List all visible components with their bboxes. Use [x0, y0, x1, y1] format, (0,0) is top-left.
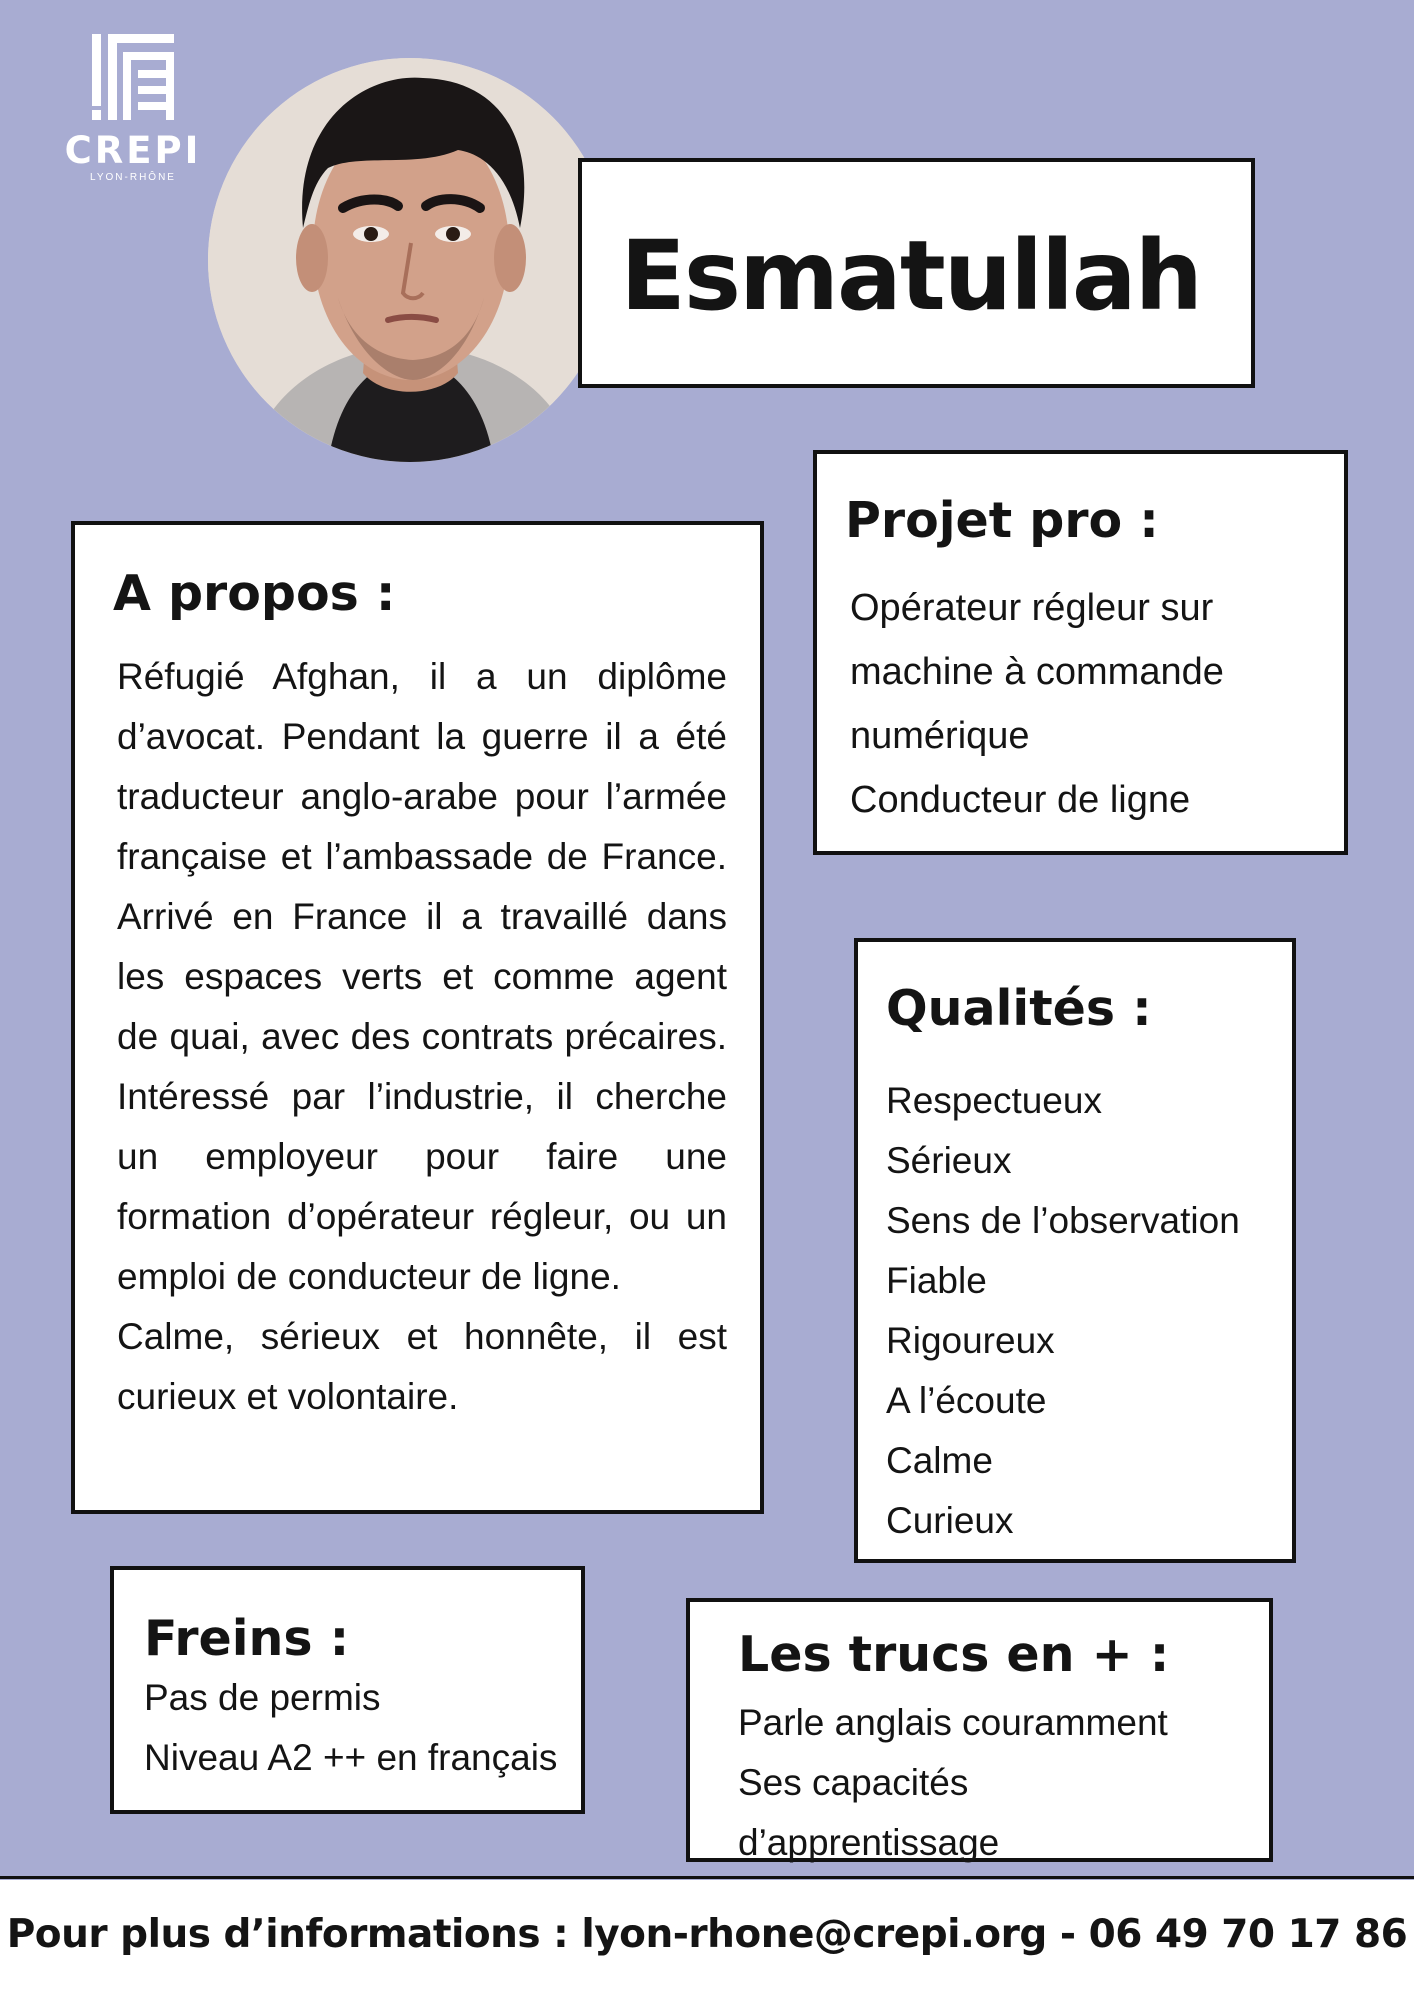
- projet-heading: Projet pro :: [845, 492, 1159, 549]
- truc-item: Ses capacités: [738, 1762, 969, 1803]
- truc-item: d’apprentissage: [738, 1822, 1000, 1863]
- logo-brand: CREPI: [64, 129, 202, 172]
- projet-line: numérique: [850, 715, 1030, 757]
- projet-line: machine à commande: [850, 651, 1224, 693]
- crepi-logo: [58, 34, 208, 183]
- qualite-item: Curieux: [886, 1500, 1014, 1541]
- qualites-list: [886, 1071, 1240, 1551]
- qualites-card: [854, 938, 1296, 1563]
- name-card: [578, 158, 1255, 388]
- about-paragraph: Calme, sérieux et honnête, il est curieux et volontaire.: [117, 1316, 727, 1417]
- qualite-item: Respectueux: [886, 1080, 1102, 1121]
- qualite-item: Rigoureux: [886, 1320, 1055, 1361]
- projet-line: Opérateur régleur sur: [850, 587, 1214, 629]
- frein-item: Niveau A2 ++ en français: [144, 1737, 558, 1778]
- profile-photo: [208, 58, 612, 462]
- qualite-item: Sens de l’observation: [886, 1200, 1240, 1241]
- logo-region: LYON-RHÔNE: [90, 172, 176, 183]
- qualite-item: A l’écoute: [886, 1380, 1047, 1421]
- qualites-heading: Qualités :: [886, 980, 1152, 1037]
- about-heading: A propos :: [113, 565, 396, 622]
- frein-item: Pas de permis: [144, 1677, 381, 1718]
- qualite-item: Fiable: [886, 1260, 987, 1301]
- trucs-list: [738, 1693, 1168, 1873]
- freins-card: [110, 1566, 585, 1814]
- truc-item: Parle anglais couramment: [738, 1702, 1168, 1743]
- projet-pro-card: [813, 450, 1348, 855]
- trucs-heading: Les trucs en + :: [738, 1626, 1170, 1683]
- footer: [0, 1880, 1414, 2000]
- portrait-illustration: [208, 58, 612, 462]
- footer-divider: [0, 1876, 1414, 1879]
- projet-line: Conducteur de ligne: [850, 779, 1191, 821]
- freins-list: [144, 1668, 557, 1788]
- projet-list: [850, 576, 1224, 832]
- freins-heading: Freins :: [144, 1610, 350, 1667]
- contact-info: Pour plus d’informations : lyon-rhone@crepi.org - 06 49 70 17 86: [6, 1912, 1408, 1957]
- trucs-card: [686, 1598, 1273, 1862]
- qualite-item: Sérieux: [886, 1140, 1012, 1181]
- crepi-logo-icon: [90, 34, 176, 120]
- about-card: [71, 521, 764, 1514]
- about-body: [117, 647, 727, 1427]
- qualite-item: Calme: [886, 1440, 993, 1481]
- about-paragraph: Réfugié Afghan, il a un diplôme d’avocat. Pendant la guerre il a été traducteur anglo-arabe pour l’armée française et l’ambassade de France. Arrivé en France il a travaillé dans les espaces verts et comme agent de quai, avec des contrats précaires. Intéressé par l’industrie, il cherche un employeur pour faire une formation d’opérateur régleur, ou un emploi de conducteur de ligne.: [117, 656, 727, 1297]
- candidate-name: Esmatullah: [620, 220, 1201, 332]
